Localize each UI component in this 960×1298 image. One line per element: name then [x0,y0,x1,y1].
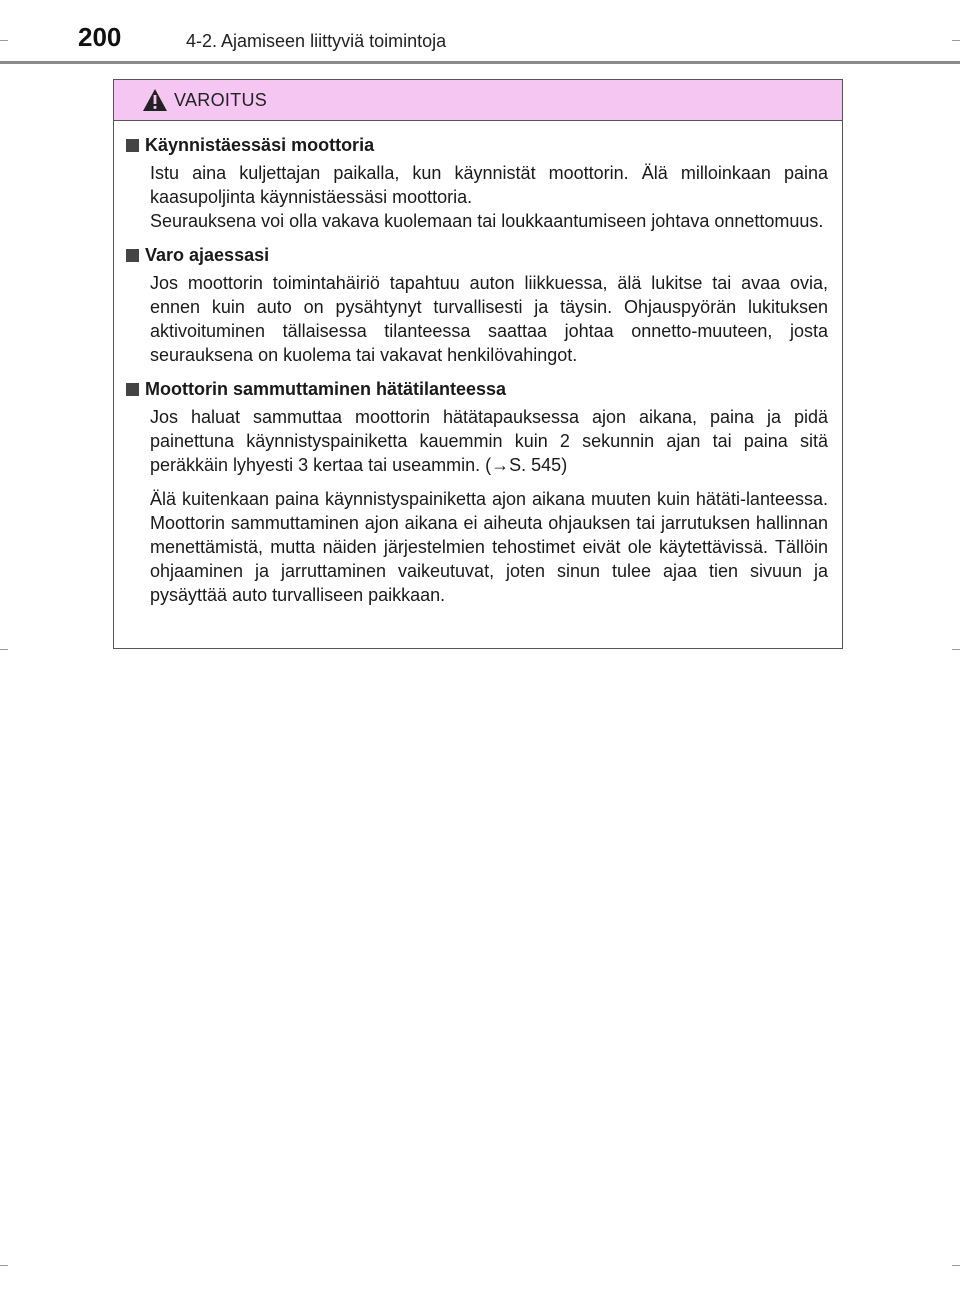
section-paragraph: Älä kuitenkaan paina käynnistyspainiketta ajon aikana muuten kuin hätäti-lanteessa. Moottorin sammuttaminen ajon aikana ei aiheuta ohjauksen tai jarrutuksen hallinnan menettämistä, mutta näiden järjestelmien tehostimet eivät ole käytettävissä. Tällöin ohjaaminen ja jarruttaminen vaikeutuvat, joten sinun tulee ajaa tien sivuun ja pysäyttää auto turvalliseen paikkaan. [150,489,828,605]
crop-mark-mid-left [0,649,8,650]
square-bullet-icon [126,249,139,262]
chapter-title: 4-2. Ajamiseen liittyviä toimintoja [186,31,447,51]
section-heading [126,133,828,157]
page-number: 200 [78,22,122,52]
section-paragraph: Jos haluat sammuttaa moottorin hätätapauksessa ajon aikana, paina ja pidä painettuna käynnistyspainiketta kauemmin kuin 2 sekunnin ajan tai paina sitä peräkkäin lyhyesti 3 kertaa tai useammin. (→S. 545) [150,407,828,475]
crop-mark-top-right [952,40,960,41]
section-paragraph: Seurauksena voi olla vakava kuolemaan tai loukkaantumiseen johtava onnettomuus. [150,211,824,231]
warning-section [126,243,828,367]
warning-triangle-icon [142,88,168,112]
warning-section [126,377,828,607]
crop-mark-bottom-left [0,1265,8,1266]
crop-mark-top-left [0,40,8,41]
warning-body [114,121,842,607]
section-heading [126,243,828,267]
crop-mark-mid-right [952,649,960,650]
section-heading [126,377,828,401]
header-rule [0,61,960,64]
warning-box [113,79,843,649]
section-paragraph: Jos moottorin toimintahäiriö tapahtuu auton liikkuessa, älä lukitse tai avaa ovia, ennen kuin auto on pysähtynyt turvallisesti ja täysin. Ohjauspyörän lukituksen aktivoituminen tällaisessa tilanteessa saattaa johtaa onnetto-muuteen, josta seurauksena on kuolema tai vakavat henkilövahingot. [150,273,828,365]
section-heading-text: Käynnistäessäsi moottoria [145,135,375,155]
section-paragraph: Istu aina kuljettajan paikalla, kun käynnistät moottorin. Älä milloinkaan paina kaasupoljinta käynnistäessäsi moottoria. [150,163,828,207]
square-bullet-icon [126,383,139,396]
page-header [0,0,960,62]
warning-section [126,133,828,233]
section-heading-text: Varo ajaessasi [145,245,270,265]
square-bullet-icon [126,139,139,152]
crop-mark-bottom-right [952,1265,960,1266]
warning-label: VAROITUS [174,90,268,110]
warning-header [114,80,842,121]
section-heading-text: Moottorin sammuttaminen hätätilanteessa [145,379,507,399]
